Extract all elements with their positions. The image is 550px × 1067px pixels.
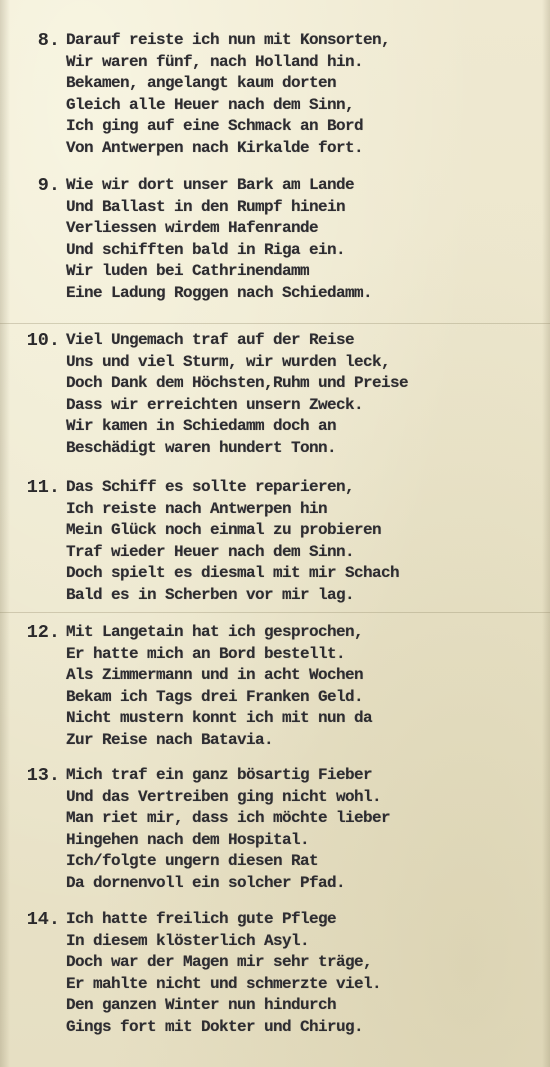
stanza-number: 8. (37, 30, 60, 51)
verse-line: Wir waren fünf, nach Holland hin. (66, 52, 364, 71)
verse-line: Wir luden bei Cathrinendamm (66, 262, 310, 281)
paper-edge-right (542, 0, 550, 1067)
stanza-number: 14. (26, 909, 60, 930)
verse-line: Hingehen nach dem Hospital. (66, 830, 310, 849)
verse-line: Ich reiste nach Antwerpen hin (66, 499, 328, 518)
verse-line: Gleich alle Heuer nach dem Sinn, (66, 95, 355, 114)
verse-line: Mich traf ein ganz bösartig Fieber (66, 766, 373, 784)
verse-line: Das Schiff es sollte reparieren, (66, 478, 355, 496)
verse-line: Bald es in Scherben vor mir lag. (66, 585, 355, 604)
verse-line: Mein Glück noch einmal zu probieren (66, 521, 382, 540)
verse-line: Den ganzen Winter nun hindurch (66, 996, 337, 1015)
stanza-lines (66, 622, 372, 752)
verse-line: Doch spielt es diesmal mit mir Schach (66, 564, 400, 583)
verse-line: Verliessen wirdem Hafenrande (66, 219, 319, 238)
verse-line: Wie wir dort unser Bark am Lande (66, 176, 355, 194)
stanza-lines (66, 909, 381, 1039)
paper-edge-left (0, 0, 10, 1067)
verse-line: Ich ging auf eine Schmack an Bord (66, 117, 364, 136)
verse-line: Von Antwerpen nach Kirkalde fort. (66, 138, 364, 157)
stanza-lines (66, 175, 372, 305)
stanza-lines (66, 30, 390, 160)
stanza-number: 10. (26, 330, 60, 351)
verse-line: Darauf reiste ich nun mit Konsorten, (66, 31, 391, 49)
verse-line: Und schifften bald in Riga ein. (66, 240, 346, 259)
verse-line: Zur Reise nach Batavia. (66, 730, 274, 749)
stanza-lines (66, 330, 408, 460)
verse-line: Nicht mustern konnt ich mit nun da (66, 709, 373, 728)
stanza-number: 9. (37, 175, 60, 196)
verse-line: Und Ballast in den Rumpf hinein (66, 197, 346, 216)
verse-line: Beschädigt waren hundert Tonn. (66, 438, 337, 457)
verse-line: Dass wir erreichten unsern Zweck. (66, 395, 364, 414)
stanza-lines (66, 765, 390, 895)
verse-line: Als Zimmermann und in acht Wochen (66, 666, 364, 685)
verse-line: Eine Ladung Roggen nach Schiedamm. (66, 283, 373, 302)
verse-line: Traf wieder Heuer nach dem Sinn. (66, 542, 355, 561)
verse-line: Man riet mir, dass ich möchte lieber (66, 809, 391, 828)
verse-line: Und das Vertreiben ging nicht wohl. (66, 787, 382, 806)
verse-line: Mit Langetain hat ich gesprochen, (66, 623, 364, 641)
verse-line: Doch Dank dem Höchsten,Ruhm und Preise (66, 374, 409, 393)
verse-line: Bekam ich Tags drei Franken Geld. (66, 687, 364, 706)
paper-fold-line (0, 323, 550, 324)
stanza-lines (66, 477, 399, 607)
stanza-number: 13. (26, 765, 60, 786)
stanza-number: 11. (26, 477, 60, 498)
stanza-number: 12. (26, 622, 60, 643)
paper-fold-line (0, 612, 550, 613)
verse-line: Viel Ungemach traf auf der Reise (66, 331, 355, 349)
verse-line: Da dornenvoll ein solcher Pfad. (66, 873, 346, 892)
verse-line: Doch war der Magen mir sehr träge, (66, 953, 373, 972)
verse-line: Er hatte mich an Bord bestellt. (66, 644, 346, 663)
verse-line: Wir kamen in Schiedamm doch an (66, 417, 337, 436)
verse-line: Er mahlte nicht und schmerzte viel. (66, 974, 382, 993)
verse-line: In diesem klösterlich Asyl. (66, 931, 310, 950)
verse-line: Bekamen, angelangt kaum dorten (66, 74, 337, 93)
verse-line: Gings fort mit Dokter und Chirug. (66, 1017, 364, 1036)
verse-line: Ich/folgte ungern diesen Rat (66, 852, 319, 871)
verse-line: Uns und viel Sturm, wir wurden leck, (66, 352, 391, 371)
verse-line: Ich hatte freilich gute Pflege (66, 910, 337, 928)
